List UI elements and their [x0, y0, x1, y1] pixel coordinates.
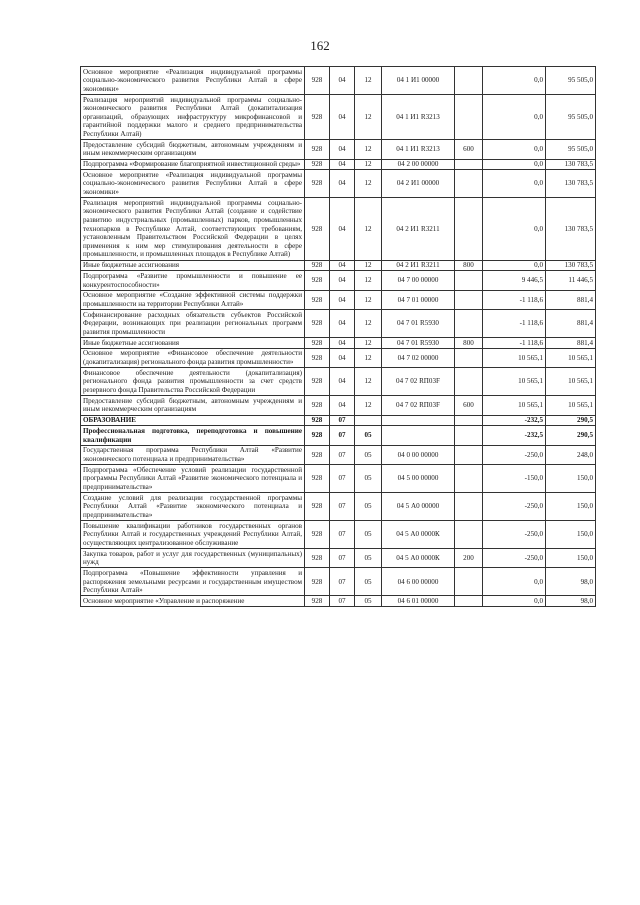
row-change-amount: 0,0 — [483, 170, 546, 198]
row-target-article: 04 6 01 00000 — [382, 596, 455, 607]
row-subsection: 12 — [355, 338, 382, 349]
row-section: 07 — [330, 415, 355, 426]
row-section: 07 — [330, 445, 355, 464]
row-subsection: 12 — [355, 348, 382, 367]
row-target-article: 04 7 01 R5930 — [382, 338, 455, 349]
row-grbs: 928 — [305, 67, 330, 95]
row-name: Закупка товаров, работ и услуг для государственных (муниципальных) нужд — [81, 549, 305, 568]
row-target-article: 04 2 И1 R3211 — [382, 198, 455, 260]
row-expense-type — [455, 271, 483, 290]
table-row — [81, 159, 596, 170]
row-expense-type — [455, 94, 483, 139]
row-name: Государственная программа Республики Алтай «Развитие экономического потенциала и предпринимательства» — [81, 445, 305, 464]
row-subsection: 05 — [355, 493, 382, 521]
row-change-amount: -250,0 — [483, 521, 546, 549]
row-grbs: 928 — [305, 271, 330, 290]
row-total-amount: 150,0 — [546, 549, 596, 568]
table-row — [81, 271, 596, 290]
row-section: 04 — [330, 198, 355, 260]
table-row — [81, 94, 596, 139]
row-name: Основное мероприятие «Реализация индивидуальной программы социально-экономического развития Республики Алтай в сфере экономики» — [81, 170, 305, 198]
table-row — [81, 493, 596, 521]
row-expense-type — [455, 493, 483, 521]
row-target-article: 04 5 00 00000 — [382, 465, 455, 493]
row-name: Предоставление субсидий бюджетным, автономным учреждениям и иным некоммерческим организациям — [81, 140, 305, 159]
row-subsection: 12 — [355, 170, 382, 198]
table-body — [81, 67, 596, 607]
row-total-amount: 150,0 — [546, 493, 596, 521]
row-grbs: 928 — [305, 338, 330, 349]
row-change-amount: 0,0 — [483, 198, 546, 260]
row-expense-type — [455, 348, 483, 367]
row-grbs: 928 — [305, 290, 330, 309]
row-expense-type: 600 — [455, 140, 483, 159]
row-subsection: 12 — [355, 290, 382, 309]
row-section: 07 — [330, 549, 355, 568]
row-name: Повышение квалификации работников государственных органов Республики Алтай и государственных учреждений Республики Алтай, осуществляющих централизованное обслуживание — [81, 521, 305, 549]
row-name: Основное мероприятие «Управление и распоряжение — [81, 596, 305, 607]
row-grbs: 928 — [305, 368, 330, 396]
row-subsection: 12 — [355, 310, 382, 338]
row-grbs: 928 — [305, 310, 330, 338]
row-expense-type — [455, 67, 483, 95]
row-expense-type — [455, 426, 483, 445]
row-name: Предоставление субсидий бюджетным, автономным учреждениям и иным некоммерческим организациям — [81, 396, 305, 415]
row-subsection: 12 — [355, 271, 382, 290]
row-change-amount: 0,0 — [483, 568, 546, 596]
row-total-amount: 130 783,5 — [546, 260, 596, 271]
row-total-amount: 881,4 — [546, 338, 596, 349]
row-subsection: 05 — [355, 549, 382, 568]
row-target-article: 04 7 02 RП03F — [382, 368, 455, 396]
row-grbs: 928 — [305, 140, 330, 159]
row-name: Подпрограмма «Развитие промышленности и повышение ее конкурентоспособности» — [81, 271, 305, 290]
row-expense-type — [455, 198, 483, 260]
row-name: Подпрограмма «Обеспечение условий реализации государственной программы Республики Алтай «Развитие экономического потенциала и предпринимательства» — [81, 465, 305, 493]
row-target-article: 04 1 И1 R3213 — [382, 94, 455, 139]
row-subsection: 05 — [355, 521, 382, 549]
row-section: 04 — [330, 338, 355, 349]
table-row — [81, 348, 596, 367]
table-row — [81, 396, 596, 415]
row-total-amount: 95 505,0 — [546, 94, 596, 139]
row-grbs: 928 — [305, 159, 330, 170]
row-target-article: 04 5 А0 00000 — [382, 493, 455, 521]
row-name: Подпрограмма «Формирование благоприятной инвестиционной среды» — [81, 159, 305, 170]
row-total-amount: 290,5 — [546, 415, 596, 426]
row-expense-type — [455, 159, 483, 170]
row-target-article: 04 1 И1 00000 — [382, 67, 455, 95]
row-grbs: 928 — [305, 493, 330, 521]
row-grbs: 928 — [305, 521, 330, 549]
row-total-amount: 150,0 — [546, 521, 596, 549]
row-section: 04 — [330, 140, 355, 159]
row-target-article: 04 7 00 00000 — [382, 271, 455, 290]
row-section: 04 — [330, 290, 355, 309]
row-total-amount: 10 565,1 — [546, 348, 596, 367]
row-grbs: 928 — [305, 465, 330, 493]
row-target-article: 04 2 00 00000 — [382, 159, 455, 170]
row-target-article: 04 7 01 00000 — [382, 290, 455, 309]
row-section: 07 — [330, 493, 355, 521]
row-target-article: 04 7 02 00000 — [382, 348, 455, 367]
table-row — [81, 415, 596, 426]
row-expense-type — [455, 290, 483, 309]
row-name: Основное мероприятие «Реализация индивидуальной программы социально-экономического развития Республики Алтай в сфере экономики» — [81, 67, 305, 95]
row-change-amount: 10 565,1 — [483, 348, 546, 367]
table-row — [81, 290, 596, 309]
row-total-amount: 881,4 — [546, 310, 596, 338]
row-grbs: 928 — [305, 415, 330, 426]
row-subsection: 12 — [355, 198, 382, 260]
table-row — [81, 445, 596, 464]
budget-table — [80, 66, 596, 607]
row-grbs: 928 — [305, 170, 330, 198]
row-change-amount: -232,5 — [483, 426, 546, 445]
row-total-amount: 248,0 — [546, 445, 596, 464]
row-change-amount: 10 565,1 — [483, 396, 546, 415]
row-section: 04 — [330, 396, 355, 415]
table-row — [81, 549, 596, 568]
row-expense-type: 800 — [455, 338, 483, 349]
row-total-amount: 95 505,0 — [546, 140, 596, 159]
table-row — [81, 338, 596, 349]
row-expense-type: 200 — [455, 549, 483, 568]
row-name: Иные бюджетные ассигнования — [81, 260, 305, 271]
row-grbs: 928 — [305, 445, 330, 464]
row-grbs: 928 — [305, 348, 330, 367]
row-name: Иные бюджетные ассигнования — [81, 338, 305, 349]
row-section: 07 — [330, 521, 355, 549]
row-change-amount: 0,0 — [483, 140, 546, 159]
row-name: Реализация мероприятий индивидуальной программы социально-экономического развития Республики Алтай (создание и содействие развитию индустриальных (промышленных) парков, промышленных технопарков в Республике Алтай, соответствующих требованиям, установленным Правительством Российской Федерации в целях применения к ним мер стимулирования деятельности в сфере промышленности, и промышленных площадок в Республике Алтай) — [81, 198, 305, 260]
row-change-amount: 0,0 — [483, 67, 546, 95]
row-grbs: 928 — [305, 568, 330, 596]
row-change-amount: 0,0 — [483, 596, 546, 607]
row-target-article: 04 2 И1 00000 — [382, 170, 455, 198]
row-subsection: 12 — [355, 94, 382, 139]
row-change-amount: 0,0 — [483, 159, 546, 170]
row-change-amount: -1 118,6 — [483, 338, 546, 349]
row-subsection: 05 — [355, 465, 382, 493]
table-row — [81, 170, 596, 198]
row-subsection: 12 — [355, 67, 382, 95]
row-section: 04 — [330, 310, 355, 338]
row-section: 04 — [330, 170, 355, 198]
row-change-amount: 0,0 — [483, 94, 546, 139]
row-target-article: 04 0 00 00000 — [382, 445, 455, 464]
row-name: Софинансирование расходных обязательств субъектов Российской Федерации, возникающих при реализации региональных программ развития промышленности — [81, 310, 305, 338]
row-total-amount: 10 565,1 — [546, 396, 596, 415]
table-row — [81, 198, 596, 260]
row-total-amount: 98,0 — [546, 596, 596, 607]
row-section: 07 — [330, 596, 355, 607]
table-row — [81, 368, 596, 396]
row-expense-type — [455, 368, 483, 396]
row-change-amount: 10 565,1 — [483, 368, 546, 396]
row-expense-type — [455, 596, 483, 607]
row-expense-type — [455, 568, 483, 596]
row-change-amount: 9 446,5 — [483, 271, 546, 290]
row-target-article — [382, 426, 455, 445]
table-row — [81, 568, 596, 596]
row-grbs: 928 — [305, 198, 330, 260]
row-subsection: 12 — [355, 368, 382, 396]
row-target-article: 04 7 02 RП03F — [382, 396, 455, 415]
row-total-amount: 95 505,0 — [546, 67, 596, 95]
row-target-article: 04 5 А0 0000К — [382, 521, 455, 549]
table-row — [81, 260, 596, 271]
row-total-amount: 130 783,5 — [546, 198, 596, 260]
row-name: Финансовое обеспечение деятельности (докапитализация) регионального фонда развития промышленности за счет средств резервного фонда Правительства Российской Федерации — [81, 368, 305, 396]
row-total-amount: 98,0 — [546, 568, 596, 596]
row-section: 04 — [330, 94, 355, 139]
row-target-article: 04 5 А0 0000К — [382, 549, 455, 568]
row-expense-type — [455, 310, 483, 338]
row-expense-type — [455, 521, 483, 549]
row-expense-type — [455, 415, 483, 426]
table-row — [81, 465, 596, 493]
table-row — [81, 596, 596, 607]
row-section: 04 — [330, 271, 355, 290]
row-target-article: 04 2 И1 R3211 — [382, 260, 455, 271]
row-subsection: 05 — [355, 596, 382, 607]
row-section: 04 — [330, 260, 355, 271]
row-subsection: 12 — [355, 396, 382, 415]
table-row — [81, 521, 596, 549]
row-subsection: 05 — [355, 426, 382, 445]
row-change-amount: 0,0 — [483, 260, 546, 271]
row-expense-type: 800 — [455, 260, 483, 271]
row-change-amount: -250,0 — [483, 549, 546, 568]
row-target-article — [382, 415, 455, 426]
row-name: Подпрограмма «Повышение эффективности управления и распоряжения земельными ресурсами и государственным имуществом Республики Алтай» — [81, 568, 305, 596]
page-number: 162 — [310, 38, 330, 53]
row-section: 07 — [330, 465, 355, 493]
row-change-amount: -1 118,6 — [483, 310, 546, 338]
row-total-amount: 150,0 — [546, 465, 596, 493]
row-grbs: 928 — [305, 426, 330, 445]
row-section: 04 — [330, 67, 355, 95]
row-grbs: 928 — [305, 396, 330, 415]
row-subsection: 05 — [355, 568, 382, 596]
row-grbs: 928 — [305, 94, 330, 139]
row-grbs: 928 — [305, 596, 330, 607]
row-target-article: 04 1 И1 R3213 — [382, 140, 455, 159]
row-section: 07 — [330, 568, 355, 596]
row-name: Основное мероприятие «Создание эффективной системы поддержки промышленности на территории Республики Алтай» — [81, 290, 305, 309]
row-name: Создание условий для реализации государственной программы Республики Алтай «Развитие экономического потенциала и предпринимательства» — [81, 493, 305, 521]
row-total-amount: 290,5 — [546, 426, 596, 445]
row-section: 04 — [330, 368, 355, 396]
row-name: ОБРАЗОВАНИЕ — [81, 415, 305, 426]
row-target-article: 04 7 01 R5930 — [382, 310, 455, 338]
row-subsection — [355, 415, 382, 426]
row-subsection: 12 — [355, 159, 382, 170]
row-name: Основное мероприятие «Финансовое обеспечение деятельности (докапитализация) регионального фонда развития промышленности» — [81, 348, 305, 367]
row-grbs: 928 — [305, 549, 330, 568]
row-section: 07 — [330, 426, 355, 445]
row-expense-type — [455, 445, 483, 464]
row-target-article: 04 6 00 00000 — [382, 568, 455, 596]
row-change-amount: -250,0 — [483, 493, 546, 521]
row-expense-type: 600 — [455, 396, 483, 415]
table-row — [81, 310, 596, 338]
row-total-amount: 10 565,1 — [546, 368, 596, 396]
row-name: Профессиональная подготовка, переподготовка и повышение квалификации — [81, 426, 305, 445]
row-expense-type — [455, 465, 483, 493]
row-section: 04 — [330, 159, 355, 170]
table-row — [81, 140, 596, 159]
row-subsection: 12 — [355, 260, 382, 271]
row-subsection: 05 — [355, 445, 382, 464]
row-total-amount: 130 783,5 — [546, 170, 596, 198]
row-total-amount: 130 783,5 — [546, 159, 596, 170]
row-change-amount: -150,0 — [483, 465, 546, 493]
row-grbs: 928 — [305, 260, 330, 271]
row-change-amount: -250,0 — [483, 445, 546, 464]
row-change-amount: -1 118,6 — [483, 290, 546, 309]
table-row — [81, 426, 596, 445]
table-row — [81, 67, 596, 95]
row-change-amount: -232,5 — [483, 415, 546, 426]
row-name: Реализация мероприятий индивидуальной программы социально-экономического развития Республики Алтай (докапитализация организаций, образующих инфраструктуру микрофинансовой и гарантийной поддержки малого и среднего предпринимательства Республики Алтай) — [81, 94, 305, 139]
row-section: 04 — [330, 348, 355, 367]
row-total-amount: 11 446,5 — [546, 271, 596, 290]
row-total-amount: 881,4 — [546, 290, 596, 309]
row-expense-type — [455, 170, 483, 198]
row-subsection: 12 — [355, 140, 382, 159]
